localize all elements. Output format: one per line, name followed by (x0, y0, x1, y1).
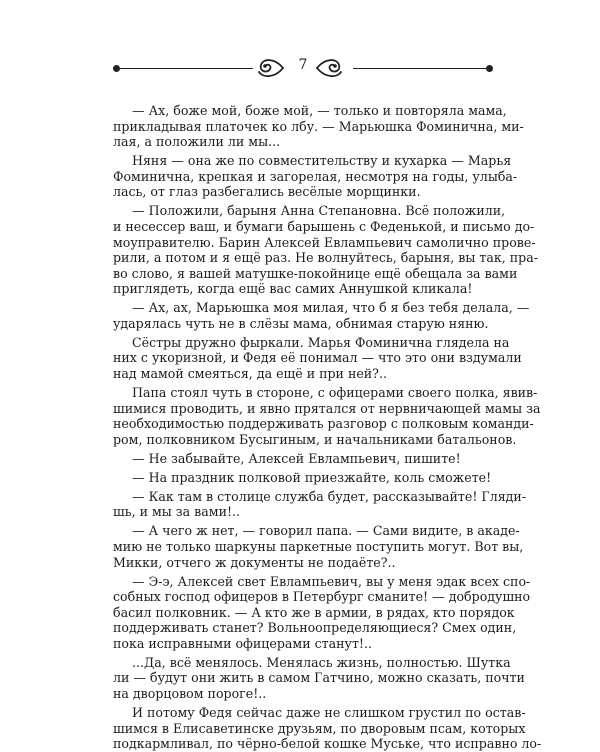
text-line: моуправителю. Барин Алексей Евлампьевич самолично прове- (113, 234, 536, 250)
paragraph (113, 103, 524, 150)
paragraph (113, 385, 541, 447)
text-line: Сёстры дружно фыркали. Марья Фоминична глядела на (132, 334, 510, 350)
paragraph (113, 470, 493, 486)
text-line: необходимостью поддерживать разговор с полковым команди- (113, 416, 534, 432)
text-line: них с укоризной, и Федя её понимал — что это они вздумали (113, 350, 522, 366)
text-line: лая, а положили ли мы... (113, 134, 281, 150)
text-line: прикладывая платочек ко лбу. — Марьюшка Фоминична, ми- (113, 118, 524, 134)
page-header (113, 52, 493, 84)
text-line: И потому Федя сейчас даже не слишком грустил по остав- (132, 705, 526, 721)
text-line: Няня — она же по совместительству и кухарка — Марья (132, 153, 512, 169)
text-line: ром, полковником Бусыгиным, и начальниками батальонов. (113, 431, 517, 447)
text-line: Микки, отчего ж документы не подаёте?.. (113, 554, 396, 570)
text-line: — Не забывайте, Алексей Евлампьевич, пишите! (132, 450, 461, 466)
text-line: Папа стоял чуть в стороне, с офицерами своего полка, явив- (132, 385, 538, 401)
header-left-flourish-icon (255, 56, 285, 80)
text-line: шимися проводить, и явно прятался от нервничающей мамы за (113, 400, 541, 416)
text-line: ударялась чуть не в слёзы мама, обнимая старую няню. (113, 315, 489, 331)
header-right-flourish-icon (315, 56, 345, 80)
text-line: — Ах, боже мой, боже мой, — только и повторяла мама, (132, 103, 507, 118)
paragraph (113, 203, 538, 297)
text-line: — Ах, ах, Марьюшка моя милая, что б я без тебя делала, — (132, 300, 530, 316)
text-line: пока исправными офицерами станут!.. (113, 635, 372, 651)
text-line: над мамой смеяться, да ещё и при ней?.. (113, 366, 387, 382)
text-line: ...Да, всё менялось. Менялась жизнь, полностью. Шутка (132, 654, 511, 670)
text-line: и несессер ваш, и бумаги барышень с Феденькой, и письмо до- (113, 218, 535, 234)
text-line: — Как там в столице служба будет, рассказывайте! Гляди- (132, 488, 527, 504)
text-line: — Положили, барыня Анна Степановна. Всё положили, (132, 203, 506, 219)
page-number: 7 (298, 57, 308, 73)
text-line: рили, а потом и я ещё раз. Не волнуйтесь, барыня, вы так, пра- (113, 250, 538, 266)
text-line: на дворцовом пороге!.. (113, 686, 267, 702)
text-line: лась, от глаз разбегались весёлые морщинки. (113, 184, 421, 200)
text-line: Фоминична, крепкая и загорелая, несмотря на годы, улыба- (113, 168, 518, 184)
header-right-rule (353, 68, 493, 69)
text-line: — А чего ж нет, — говорил папа. — Сами видите, в акаде- (132, 523, 520, 539)
text-line: мию не только шаркуны паркетные поступить могут. Вот вы, (113, 538, 524, 554)
text-line: приглядеть, когда ещё вас самих Аннушкой кликала! (113, 281, 473, 297)
paragraph (113, 300, 530, 331)
text-line: — На праздник полковой приезжайте, коль сможете! (132, 469, 492, 485)
paragraph (113, 334, 522, 382)
paragraph (113, 523, 524, 570)
paragraph (113, 153, 518, 200)
text-line: подкармливал, по чёрно-белой кошке Муське, что исправно ло- (113, 736, 542, 752)
text-line: во слово, я вашей матушке-покойнице ещё обещала за вами (113, 265, 518, 281)
text-line: — Э-э, Алексей свет Евлампьевич, вы у меня эдак всех спо- (132, 573, 531, 589)
paragraph (113, 451, 493, 467)
text-line: ли — будут они жить в самом Гатчино, можно сказать, почти (113, 670, 525, 686)
header-right-dot (486, 65, 493, 72)
text-line: басил полковник. — А кто же в армии, в рядах, кто порядок (113, 604, 515, 620)
text-line: шь, и мы за вами!.. (113, 504, 241, 520)
body-text (113, 103, 542, 752)
paragraph (113, 654, 525, 702)
paragraph (113, 705, 542, 752)
paragraph (113, 573, 531, 652)
text-line: шимся в Елисаветинске друзьям, по дворовым псам, которых (113, 720, 526, 736)
header-left-rule (113, 68, 253, 69)
text-line: поддерживать станет? Вольноопределяющиеся? Смех один, (113, 620, 517, 636)
paragraph (113, 488, 527, 520)
text-line: собных господ офицеров в Петербург сманите! — добродушно (113, 589, 531, 605)
